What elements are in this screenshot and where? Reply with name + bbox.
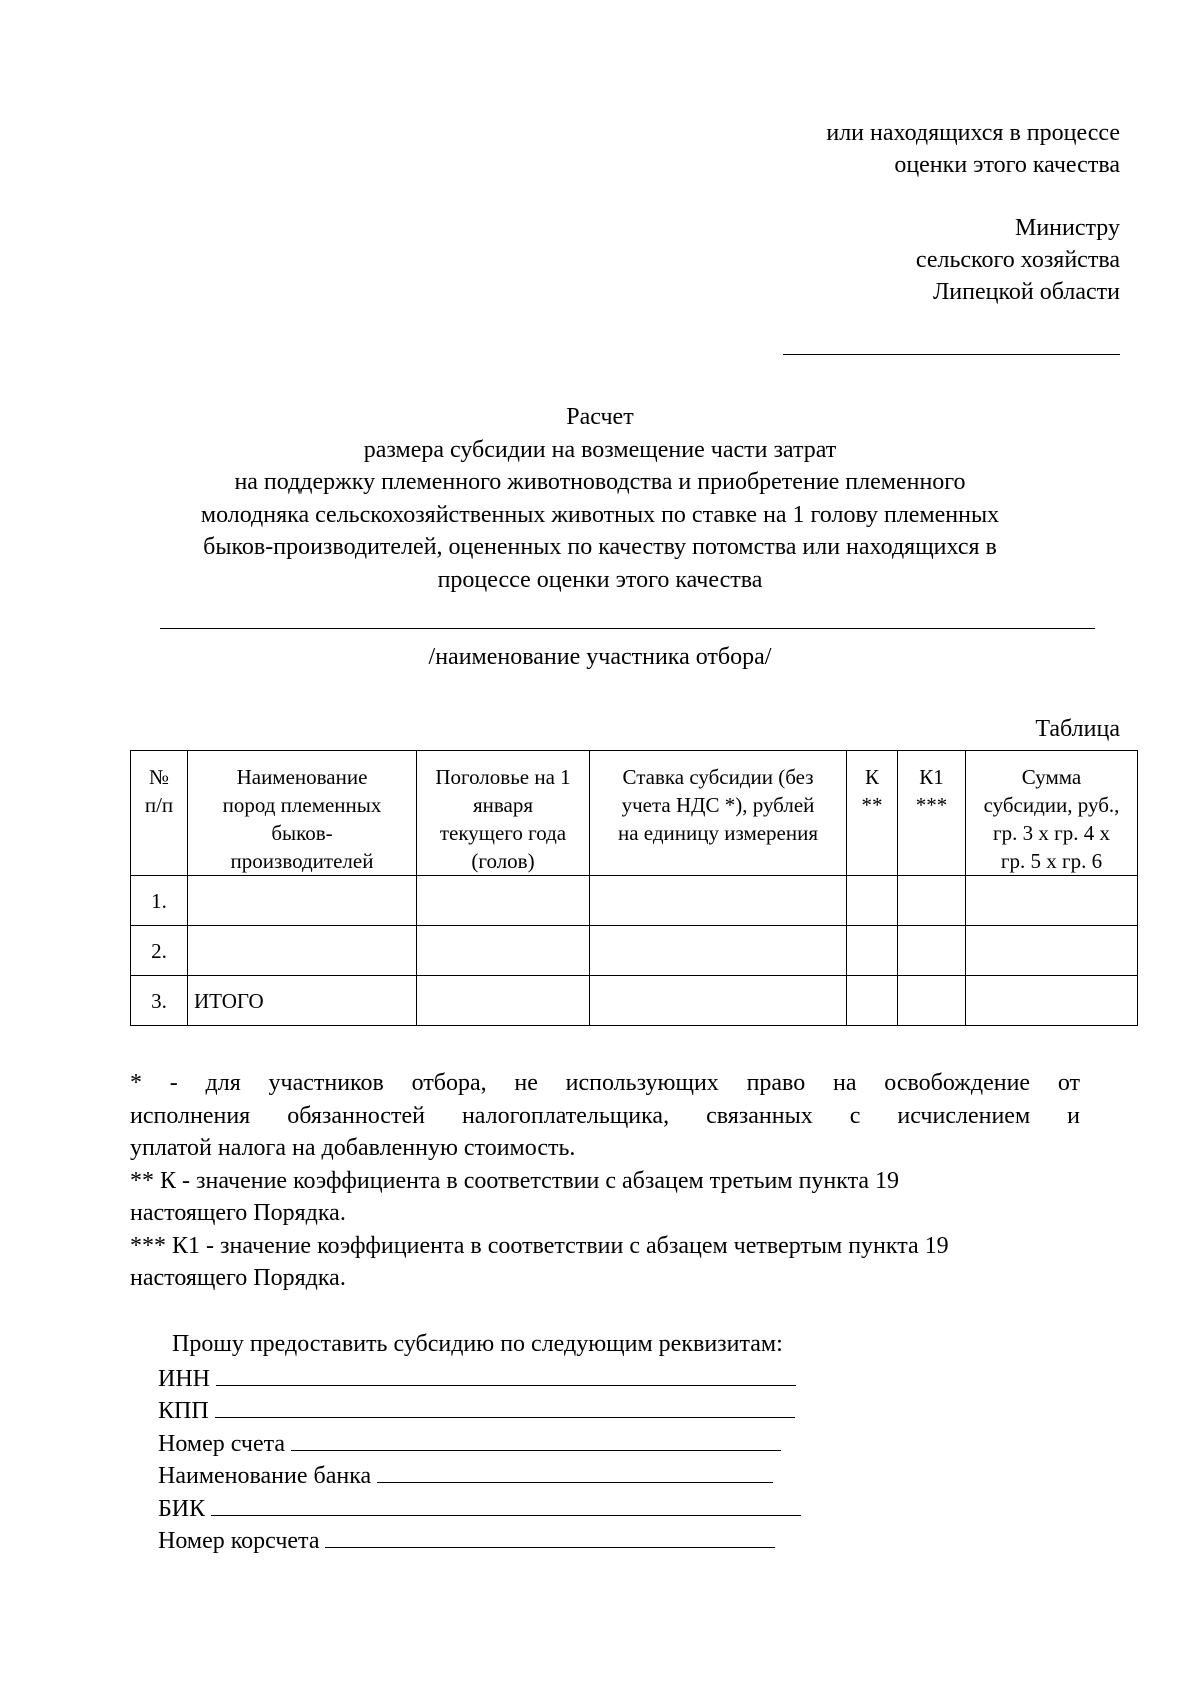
title-line: размера субсидии на возмещение части затрат xyxy=(363,436,837,463)
kpp-field[interactable] xyxy=(215,1393,795,1418)
row-rate-cell[interactable] xyxy=(590,926,847,976)
row-rate-cell[interactable] xyxy=(590,876,847,926)
row-k1-cell[interactable] xyxy=(898,926,966,976)
row-k1-cell[interactable] xyxy=(898,876,966,926)
addressee-signature-line xyxy=(783,354,1120,355)
participant-name-line xyxy=(160,628,1095,629)
table-header-row xyxy=(131,751,1138,876)
row-k-cell[interactable] xyxy=(847,876,898,926)
row-total-label: ИТОГО xyxy=(188,976,417,1026)
row-k-cell[interactable] xyxy=(847,926,898,976)
footnote-line: настоящего Порядка. xyxy=(130,1200,346,1226)
footnote-line: настоящего Порядка. xyxy=(130,1265,346,1291)
row-rate-cell[interactable] xyxy=(590,976,847,1026)
account-label: Номер счета xyxy=(158,1430,286,1457)
row-breed-name[interactable] xyxy=(188,876,417,926)
footnote-line: * - для участников отбора, не использующих право на освобождение от xyxy=(130,1070,1080,1096)
kpp-field-row xyxy=(158,1393,801,1426)
title-heading: Расчет xyxy=(566,404,634,430)
footnote-line: *** К1 - значение коэффициента в соответствии с абзацем четвертым пункта 19 xyxy=(130,1232,949,1259)
title-line: процессе оценки этого качества xyxy=(437,566,763,593)
bik-field-row xyxy=(158,1491,801,1524)
title-line: на поддержку племенного животноводства и приобретение племенного xyxy=(234,469,966,495)
table-row-total xyxy=(131,976,1138,1026)
inn-field[interactable] xyxy=(216,1361,796,1386)
addressee-block xyxy=(916,212,1120,308)
row-number: 3. xyxy=(131,976,188,1026)
col-header-breed-name: Наименование пород племенных быков- производителей xyxy=(188,751,417,876)
account-field-row xyxy=(158,1426,801,1459)
col-header-number: № п/п xyxy=(131,751,188,876)
header-subtitle xyxy=(826,117,1120,181)
title-line: молодняка сельскохозяйственных животных по ставке на 1 голову племенных xyxy=(200,501,1000,528)
col-header-livestock: Поголовье на 1 января текущего года (голов) xyxy=(417,751,590,876)
row-number: 1. xyxy=(131,876,188,926)
requisites-block xyxy=(158,1328,801,1556)
footnote-line: исполнения обязанностей налогоплательщика, связанных с исчислением и xyxy=(130,1102,1080,1129)
row-livestock-cell[interactable] xyxy=(417,976,590,1026)
bik-label: БИК xyxy=(158,1495,206,1522)
requisites-intro: Прошу предоставить субсидию по следующим реквизитам: xyxy=(172,1331,783,1357)
calculation-table xyxy=(130,750,1138,1026)
inn-label: ИНН xyxy=(158,1365,210,1392)
title-line: быков-производителей, оцененных по качеству потомства или находящихся в xyxy=(203,534,997,560)
bank-name-label: Наименование банка xyxy=(158,1463,372,1489)
corr-account-field-row xyxy=(158,1523,801,1556)
row-livestock-cell[interactable] xyxy=(417,926,590,976)
addressee-line: Министру xyxy=(1015,215,1120,241)
row-livestock-cell[interactable] xyxy=(417,876,590,926)
account-field[interactable] xyxy=(291,1426,781,1451)
table-label: Таблица xyxy=(1035,716,1120,742)
header-subtitle-line: оценки этого качества xyxy=(894,152,1120,178)
footnote-line: ** К - значение коэффициента в соответствии с абзацем третьим пункта 19 xyxy=(130,1167,900,1194)
table-row xyxy=(131,876,1138,926)
row-breed-name[interactable] xyxy=(188,926,417,976)
corr-account-label: Номер корсчета xyxy=(158,1528,320,1554)
participant-caption: /наименование участника отбора/ xyxy=(428,644,772,670)
bank-name-field[interactable] xyxy=(377,1458,773,1483)
col-header-k: К ** xyxy=(847,751,898,876)
document-title xyxy=(100,401,1100,596)
row-sum-cell[interactable] xyxy=(966,926,1138,976)
table-row xyxy=(131,926,1138,976)
corr-account-field[interactable] xyxy=(325,1523,775,1548)
bik-field[interactable] xyxy=(211,1491,801,1516)
inn-field-row xyxy=(158,1361,801,1394)
kpp-label: КПП xyxy=(158,1398,209,1424)
col-header-sum: Сумма субсидии, руб., гр. 3 х гр. 4 х гр. 5 х гр. 6 xyxy=(966,751,1138,876)
row-k1-cell[interactable] xyxy=(898,976,966,1026)
addressee-line: Липецкой области xyxy=(933,279,1120,305)
row-sum-cell[interactable] xyxy=(966,876,1138,926)
row-k-cell[interactable] xyxy=(847,976,898,1026)
row-number: 2. xyxy=(131,926,188,976)
footnotes xyxy=(130,1067,1080,1295)
col-header-rate: Ставка субсидии (без учета НДС *), рублей на единицу измерения xyxy=(590,751,847,876)
header-subtitle-line: или находящихся в процессе xyxy=(826,120,1120,146)
row-sum-cell[interactable] xyxy=(966,976,1138,1026)
addressee-line: сельского хозяйства xyxy=(915,247,1120,273)
bank-name-field-row xyxy=(158,1458,801,1491)
col-header-k1: К1 *** xyxy=(898,751,966,876)
footnote-line: уплатой налога на добавленную стоимость. xyxy=(130,1135,576,1161)
